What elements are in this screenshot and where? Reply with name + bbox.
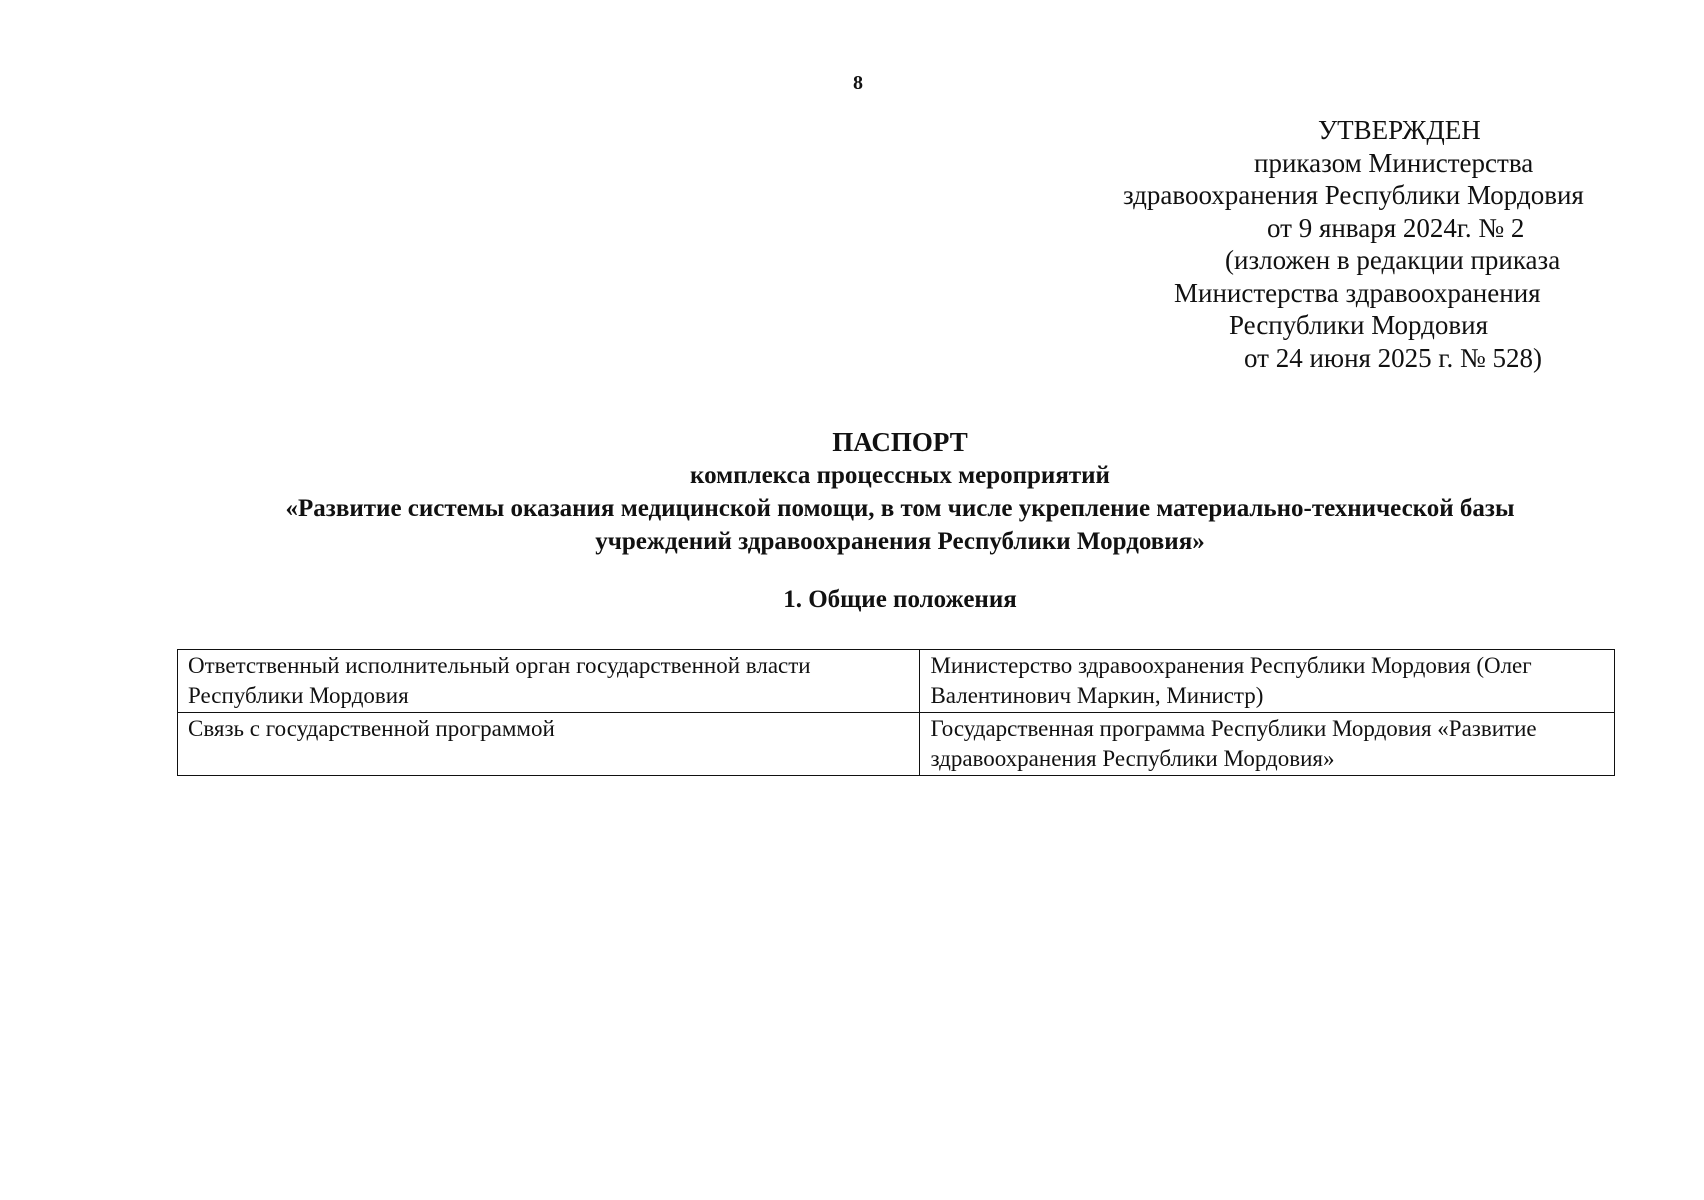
title-line-complex: комплекса процессных мероприятий — [690, 462, 1110, 489]
general-provisions-table — [177, 649, 1615, 776]
table-cell-label: Связь с государственной программой — [178, 713, 920, 776]
title-line-program-name: «Развитие системы оказания медицинской помощи, в том числе укрепление материально-технической базы — [285, 495, 1515, 522]
approval-line-amended-republic: Республики Мордовия — [1229, 310, 1489, 340]
approval-line-date: от 9 января 2024г. № 2 — [1267, 212, 1525, 243]
approval-line-amended-date: от 24 июня 2025 г. № 528) — [1244, 342, 1542, 373]
table-row — [178, 713, 1615, 776]
approval-line-amended: (изложен в редакции приказа — [1225, 245, 1561, 275]
table-cell-value: Государственная программа Республики Мордовия «Развитие здравоохранения Республики Мордовия» — [920, 713, 1615, 776]
approval-line-amended-ministry: Министерства здравоохранения — [1174, 277, 1541, 308]
document-title — [150, 426, 1650, 558]
approval-stamp — [1000, 114, 1660, 374]
approval-line-approved: УТВЕРЖДЕН — [1318, 115, 1481, 145]
page-number: 8 — [853, 72, 863, 94]
table-cell-label: Ответственный исполнительный орган государственной власти Республики Мордовия — [178, 650, 920, 713]
table-row — [178, 650, 1615, 713]
section-heading: 1. Общие положения — [783, 586, 1017, 613]
approval-line-ministry: здравоохранения Республики Мордовия — [1123, 180, 1584, 210]
approval-line-order: приказом Министерства — [1254, 147, 1534, 178]
table-cell-value: Министерство здравоохранения Республики Мордовия (Олег Валентинович Маркин, Министр) — [920, 650, 1615, 713]
title-passport: ПАСПОРТ — [832, 427, 968, 457]
title-line-program-name-cont: учреждений здравоохранения Республики Мордовия» — [595, 528, 1205, 555]
